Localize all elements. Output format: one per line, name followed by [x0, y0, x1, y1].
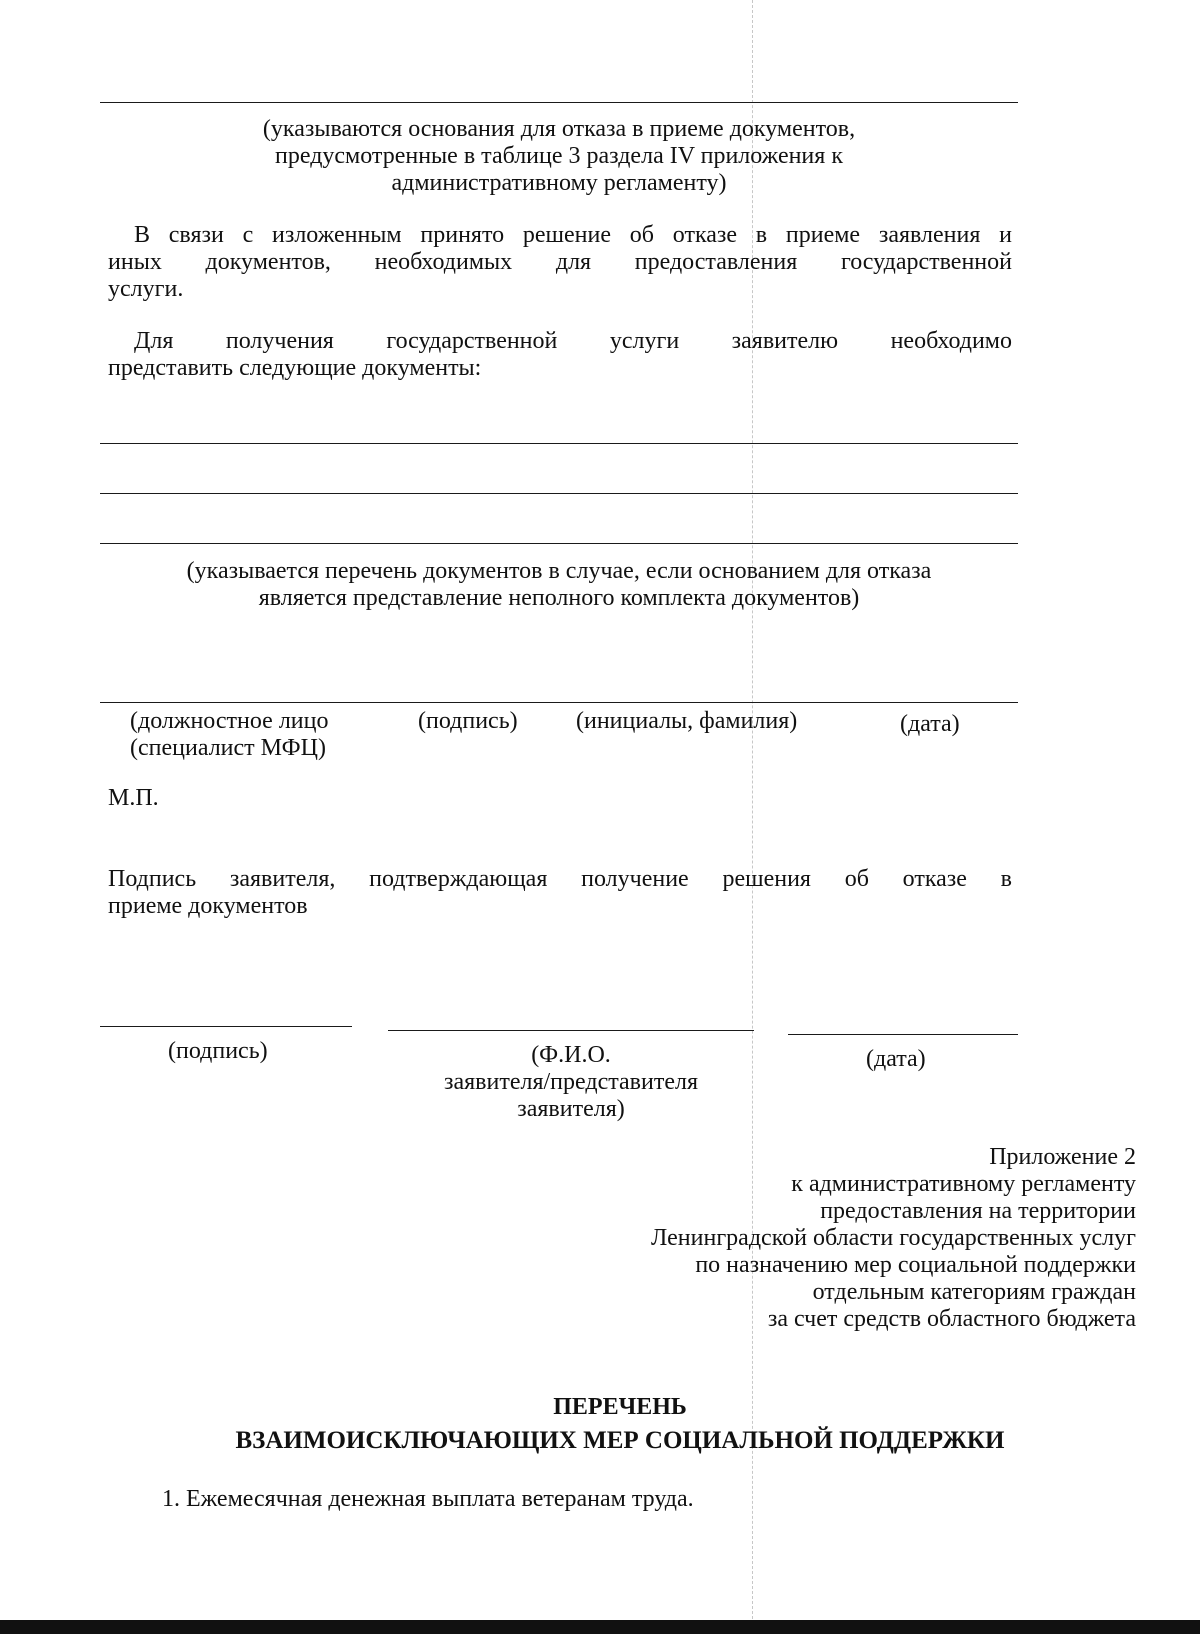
- appendix-header-line-7: за счет средств областного бюджета: [767, 1306, 1136, 1332]
- appendix-header-line-5: по назначению мер социальной поддержки: [695, 1252, 1136, 1278]
- official-signature-line: [100, 702, 1018, 703]
- docs-list-note: [100, 558, 1018, 612]
- applicant-confirmation: [108, 866, 1012, 920]
- refusal-grounds-line: [100, 102, 1018, 103]
- applicant-date-line: [788, 1034, 1018, 1035]
- applicant-date-label: (дата): [866, 1046, 926, 1072]
- applicant-signature-label: (подпись): [168, 1038, 268, 1064]
- refusal-grounds-note: [100, 116, 1018, 197]
- paragraph-required-docs-line-2: представить следующие документы:: [108, 355, 482, 381]
- official-position-line-2: (специалист МФЦ): [130, 735, 326, 761]
- docs-blank-line-3: [100, 543, 1018, 544]
- applicant-fio-line-1: (Ф.И.О.: [531, 1042, 611, 1068]
- docs-list-note-line-1: (указывается перечень документов в случае, если основанием для отказа: [186, 558, 932, 584]
- appendix-header-line-2: к административному регламенту: [791, 1171, 1136, 1197]
- seal-label: М.П.: [108, 785, 159, 811]
- official-position-line-1: (должностное лицо: [130, 708, 329, 734]
- applicant-signature-line: [100, 1026, 352, 1027]
- refusal-grounds-note-line-3: административному регламенту): [391, 170, 727, 196]
- list-title-line-2: ВЗАИМОИСКЛЮЧАЮЩИХ МЕР СОЦИАЛЬНОЙ ПОДДЕРЖКИ: [235, 1427, 1005, 1454]
- appendix-header: [480, 1144, 1136, 1333]
- official-position-label: [130, 708, 328, 762]
- applicant-fio-label: [388, 1042, 754, 1123]
- paragraph-decision-line-3: услуги.: [108, 276, 184, 302]
- paragraph-decision-line-2: иных документов, необходимых для предоставления государственной: [108, 249, 1012, 275]
- applicant-confirmation-line-2: приеме документов: [108, 893, 308, 919]
- paragraph-decision: [108, 222, 1012, 303]
- scan-bottom-edge: [0, 1620, 1200, 1634]
- appendix-header-line-6: отдельным категориям граждан: [812, 1279, 1136, 1305]
- applicant-fio-line: [388, 1030, 754, 1031]
- official-date-label: (дата): [900, 711, 960, 737]
- official-signature-label: (подпись): [418, 708, 518, 734]
- paragraph-decision-line-1: В связи с изложенным принято решение об отказе в приеме заявления и: [134, 222, 1012, 248]
- applicant-confirmation-line-1: Подпись заявителя, подтверждающая получение решения об отказе в: [108, 866, 1012, 892]
- docs-blank-line-2: [100, 493, 1018, 494]
- applicant-fio-line-3: заявителя): [517, 1096, 625, 1122]
- appendix-header-line-3: предоставления на территории: [820, 1198, 1136, 1224]
- list-title-line-1: ПЕРЕЧЕНЬ: [553, 1394, 687, 1420]
- refusal-grounds-note-line-2: предусмотренные в таблице 3 раздела IV приложения к: [275, 143, 843, 169]
- applicant-fio-line-2: заявителя/представителя: [444, 1069, 698, 1095]
- docs-list-note-line-2: является представление неполного комплекта документов): [258, 585, 860, 611]
- appendix-header-line-1: Приложение 2: [989, 1144, 1136, 1170]
- docs-blank-line-1: [100, 443, 1018, 444]
- appendix-header-line-4: Ленинградской области государственных услуг: [651, 1225, 1136, 1251]
- list-title: [120, 1390, 1120, 1458]
- official-initials-label: (инициалы, фамилия): [576, 708, 798, 734]
- refusal-grounds-note-line-1: (указываются основания для отказа в приеме документов,: [262, 116, 856, 142]
- paragraph-required-docs-line-1: Для получения государственной услуги заявителю необходимо: [134, 328, 1012, 354]
- paragraph-required-docs: [108, 328, 1012, 382]
- list-item: 1. Ежемесячная денежная выплата ветеранам труда.: [162, 1486, 694, 1512]
